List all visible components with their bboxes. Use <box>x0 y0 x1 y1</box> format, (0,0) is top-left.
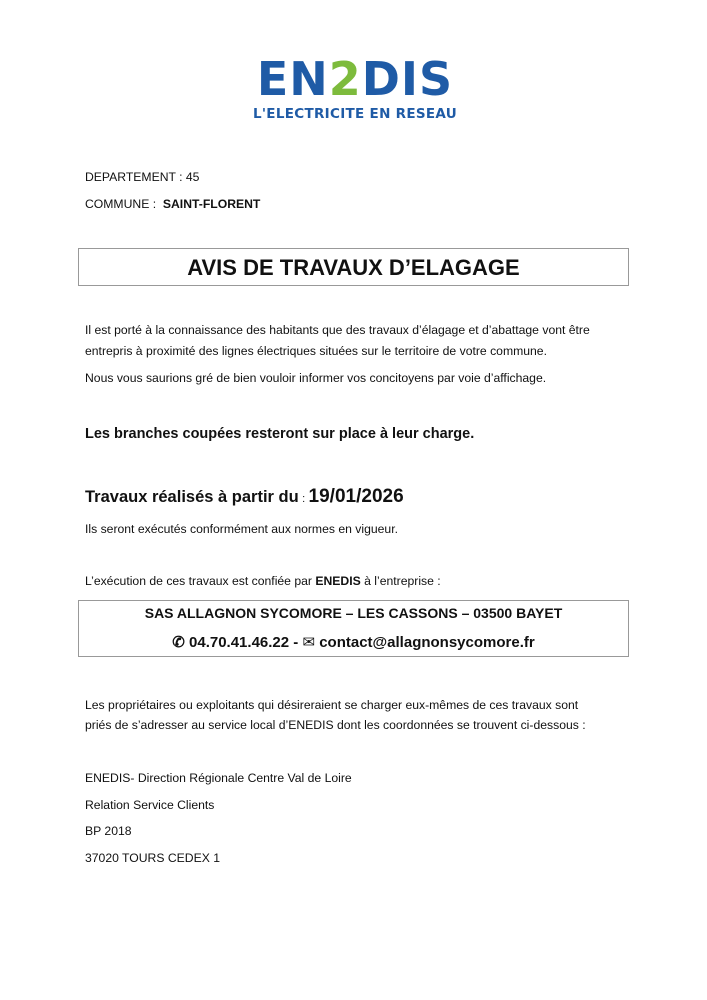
logo-word: EN <box>256 52 329 106</box>
phone-icon: ✆ <box>172 634 185 651</box>
travaux-note: Ils seront exécutés conformément aux normes en vigueur. <box>85 522 398 536</box>
commune-label: COMMUNE : <box>85 197 157 211</box>
execution-before: L’exécution de ces travaux est confiée par <box>85 574 316 588</box>
address-line: BP 2018 <box>85 824 132 838</box>
envelope-icon: ✉ <box>302 634 316 651</box>
intro-p2: Nous vous saurions gré de bien vouloir informer vos concitoyens par voie d’affichage. <box>85 371 547 385</box>
address-line: Relation Service Clients <box>85 798 215 812</box>
logo-word: DIS <box>361 52 454 106</box>
execution-brand: ENEDIS <box>315 574 361 588</box>
address-line: ENEDIS- Direction Régionale Centre Val de Loire <box>85 771 352 785</box>
branches-note: Les branches coupées resteront sur place à leur charge. <box>85 426 475 442</box>
departement: DEPARTEMENT : 45 <box>85 170 200 184</box>
travaux-date-line <box>85 485 404 511</box>
commune <box>85 196 260 212</box>
company-contact <box>79 635 628 651</box>
travaux-colon: : <box>302 493 306 505</box>
execution-after: à l’entreprise : <box>360 574 441 588</box>
owners-line-1: Les propriétaires ou exploitants qui désireraient se charger eux-mêmes de ces travaux sont <box>85 698 579 712</box>
execution-line <box>85 573 441 589</box>
page-title: AVIS DE TRAVAUX D’ELAGAGE <box>78 248 629 286</box>
intro-line-2: entrepris à proximité des lignes électriques situées sur le territoire de votre commune. <box>85 344 547 358</box>
company-email: contact@allagnonsycomore.fr <box>319 634 535 651</box>
company-box <box>78 600 629 657</box>
enedis-logo <box>252 52 458 126</box>
travaux-label: Travaux réalisés à partir du <box>85 488 299 506</box>
travaux-date: 19/01/2026 <box>308 486 404 507</box>
address-line: 37020 TOURS CEDEX 1 <box>85 851 221 865</box>
owners-line-2: priés de s’adresser au service local d’ENEDIS dont les coordonnées se trouvent ci-dessous : <box>85 718 586 732</box>
company-name: SAS ALLAGNON SYCOMORE – LES CASSONS – 03500 BAYET <box>144 605 563 621</box>
company-phone: 04.70.41.46.22 - <box>189 634 299 651</box>
intro-line-1: Il est porté à la connaissance des habitants que des travaux d’élagage et d’abattage vont être <box>85 323 590 337</box>
logo-word-accent: 2 <box>328 52 362 106</box>
logo-tagline: L'ELECTRICITE EN RESEAU <box>252 106 458 122</box>
commune-value: SAINT-FLORENT <box>162 197 261 211</box>
